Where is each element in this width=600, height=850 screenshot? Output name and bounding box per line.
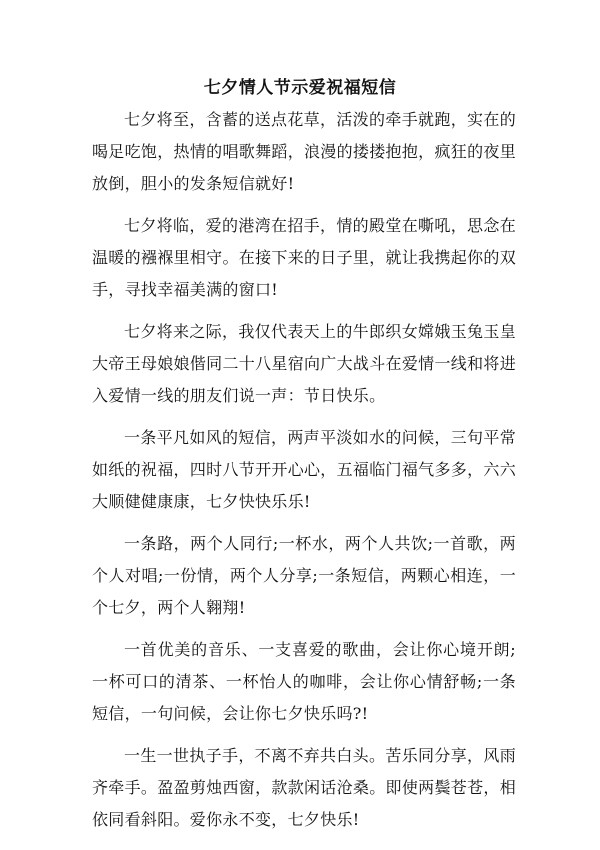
paragraph-6: 一首优美的音乐、一支喜爱的歌曲，会让你心境开朗;一杯可口的清茶、一杯怡人的咖啡，会让你心情舒畅;一条短信，一句问候，会让你七夕快乐吗?!: [92, 640, 516, 723]
paragraph-4: 一条平凡如风的短信，两声平淡如水的问候，三句平常如纸的祝福，四时八节开开心心，五福临门福气多多，六六大顺健健康康，七夕快快乐乐!: [92, 428, 516, 511]
paragraph-2: 七夕将临，爱的港湾在招手，情的殿堂在嘶吼，思念在温暖的襁褓里相守。在接下来的日子里，就让我携起你的双手，寻找幸福美满的窗口!: [92, 216, 516, 299]
paragraph-5: 一条路，两个人同行;一杯水，两个人共饮;一首歌，两个人对唱;一份情，两个人分享;一条短信，两颗心相连，一个七夕，两个人翱翔!: [92, 534, 516, 617]
paragraph-7: 一生一世执子手，不离不弃共白头。苦乐同分享，风雨齐牵手。盈盈剪烛西窗，款款闲话沧桑。即使两鬓苍苍，相依同看斜阳。爱你永不变，七夕快乐!: [92, 746, 516, 829]
document-title: 七夕情人节示爱祝福短信: [203, 78, 397, 98]
paragraph-1: 七夕将至，含蓄的送点花草，活泼的牵手就跑，实在的喝足吃饱，热情的唱歌舞蹈，浪漫的搂搂抱抱，疯狂的夜里放倒，胆小的发条短信就好!: [92, 110, 516, 193]
paragraph-3: 七夕将来之际，我仅代表天上的牛郎织女嫦娥玉兔玉皇大帝王母娘娘偕同二十八星宿向广大战斗在爱情一线和将进入爱情一线的朋友们说一声：节日快乐。: [92, 322, 516, 405]
document-body: [92, 104, 516, 846]
